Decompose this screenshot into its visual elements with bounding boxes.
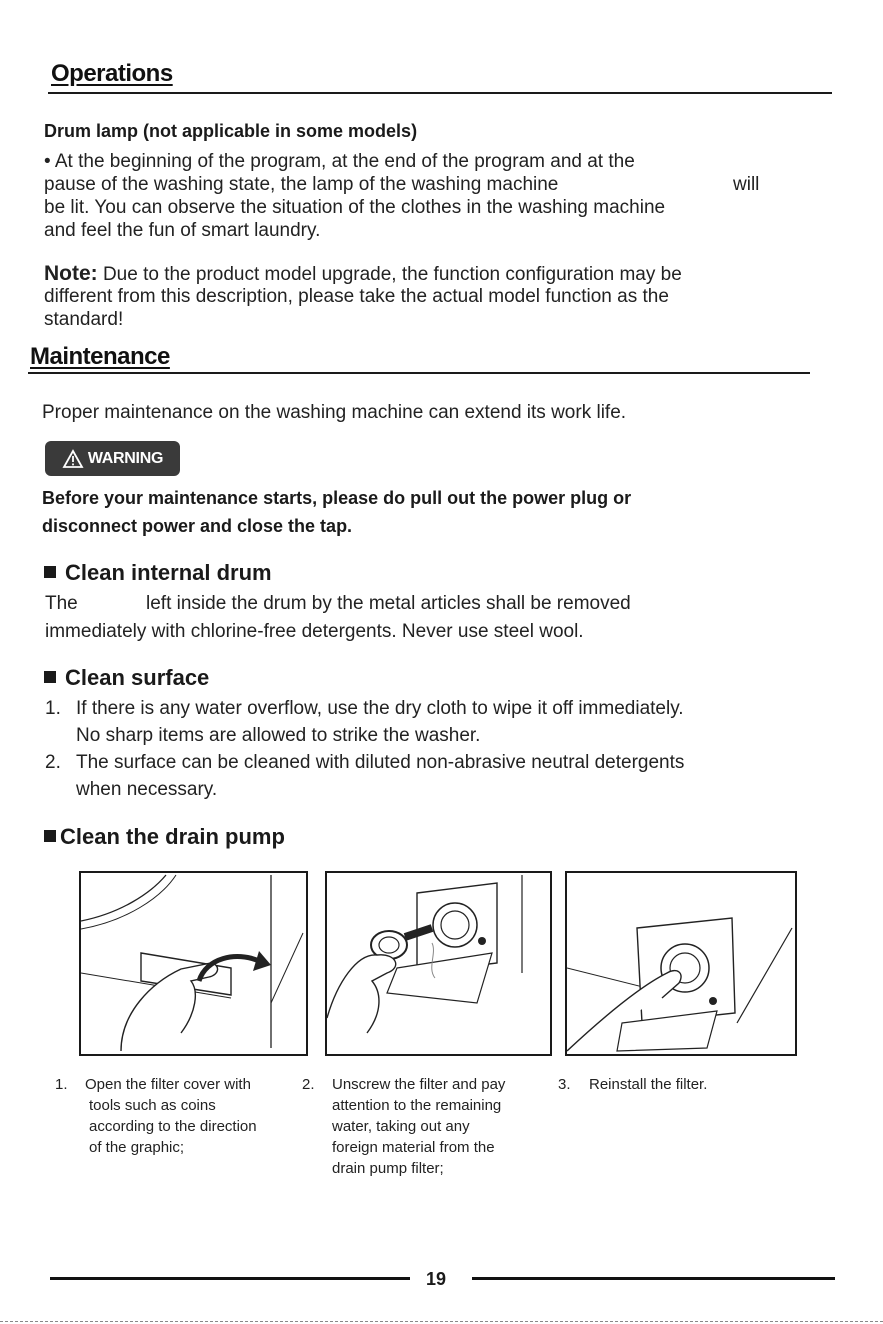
clean-drum-line-2: immediately with chlorine-free detergents. Never use steel wool. (45, 621, 584, 642)
page-edge-dashes (0, 1321, 883, 1322)
bullet-square-icon (44, 830, 56, 842)
clean-surface-heading (44, 665, 209, 691)
note-text-1: Due to the product model upgrade, the function configuration may be (102, 264, 682, 285)
warning-label: WARNING (87, 449, 164, 467)
clean-drum-line-1b: left inside the drum by the metal articles shall be removed (146, 593, 631, 614)
clean-drum-line-1a: The (45, 593, 78, 614)
step-1-line-4: of the graphic; (89, 1139, 185, 1156)
figure-open-filter-cover (79, 871, 308, 1056)
note-line-2: different from this description, please take the actual model function as the (44, 286, 669, 307)
maintenance-rule (28, 372, 810, 374)
drain-pump-heading (44, 824, 285, 850)
surface-item-1-line-2: No sharp items are allowed to strike the washer. (76, 725, 481, 746)
figure-reinstall-filter (565, 871, 797, 1056)
note-line-3: standard! (44, 309, 124, 330)
drum-lamp-line-2: pause of the washing state, the lamp of the washing machine (44, 174, 559, 195)
step-3-line-1: Reinstall the filter. (589, 1076, 708, 1093)
step-1-number: 1. (55, 1076, 68, 1093)
operations-title: Operations (51, 60, 173, 87)
open-filter-cover-illustration (81, 873, 306, 1054)
surface-item-2-line-1: The surface can be cleaned with diluted non-abrasive neutral detergents (76, 752, 685, 773)
warning-line-1: Before your maintenance starts, please do pull out the power plug or (42, 488, 632, 508)
step-2-line-1: Unscrew the filter and pay (332, 1076, 506, 1093)
note-line-1 (44, 262, 682, 286)
step-2-line-5: drain pump filter; (332, 1160, 444, 1177)
step-1-line-1: Open the filter cover with (85, 1076, 251, 1093)
clean-drum-heading-text: Clean internal drum (65, 560, 272, 585)
bullet-square-icon (44, 566, 56, 578)
clean-drum-heading (44, 560, 272, 586)
surface-item-1-num: 1. (45, 698, 61, 719)
warning-badge (45, 441, 180, 476)
step-2-line-4: foreign material from the (332, 1139, 495, 1156)
page-number: 19 (426, 1269, 447, 1289)
unscrew-filter-illustration (327, 873, 550, 1054)
reinstall-filter-illustration (567, 873, 795, 1054)
maintenance-intro: Proper maintenance on the washing machine can extend its work life. (42, 402, 627, 423)
surface-item-2-num: 2. (45, 752, 61, 773)
maintenance-title: Maintenance (30, 343, 170, 370)
operations-rule (48, 92, 832, 94)
step-1-line-2: tools such as coins (89, 1097, 216, 1114)
step-1-line-3: according to the direction (89, 1118, 257, 1135)
drum-lamp-line-4: and feel the fun of smart laundry. (44, 220, 321, 241)
step-2-line-2: attention to the remaining (332, 1097, 502, 1114)
drum-lamp-line-3: be lit. You can observe the situation of the clothes in the washing machine (44, 197, 666, 218)
warning-triangle-icon (62, 449, 84, 469)
step-2-number: 2. (302, 1076, 315, 1093)
footer-rule-left (50, 1277, 410, 1280)
step-2-line-3: water, taking out any (332, 1118, 470, 1135)
bullet-square-icon (44, 671, 56, 683)
step-3-number: 3. (558, 1076, 571, 1093)
drain-pump-heading-text: Clean the drain pump (60, 824, 285, 849)
note-label: Note: (44, 262, 98, 285)
drum-lamp-line-1: • At the beginning of the program, at the end of the program and at the (44, 151, 635, 172)
warning-line-2: disconnect power and close the tap. (42, 516, 353, 536)
surface-item-2-line-2: when necessary. (76, 779, 218, 800)
figure-unscrew-filter (325, 871, 552, 1056)
drum-lamp-line-2-end: will (733, 174, 760, 195)
drum-lamp-heading: Drum lamp (not applicable in some models) (44, 121, 418, 141)
surface-item-1-line-1: If there is any water overflow, use the dry cloth to wipe it off immediately. (76, 698, 684, 719)
footer-rule-right (472, 1277, 835, 1280)
clean-surface-heading-text: Clean surface (65, 665, 210, 690)
